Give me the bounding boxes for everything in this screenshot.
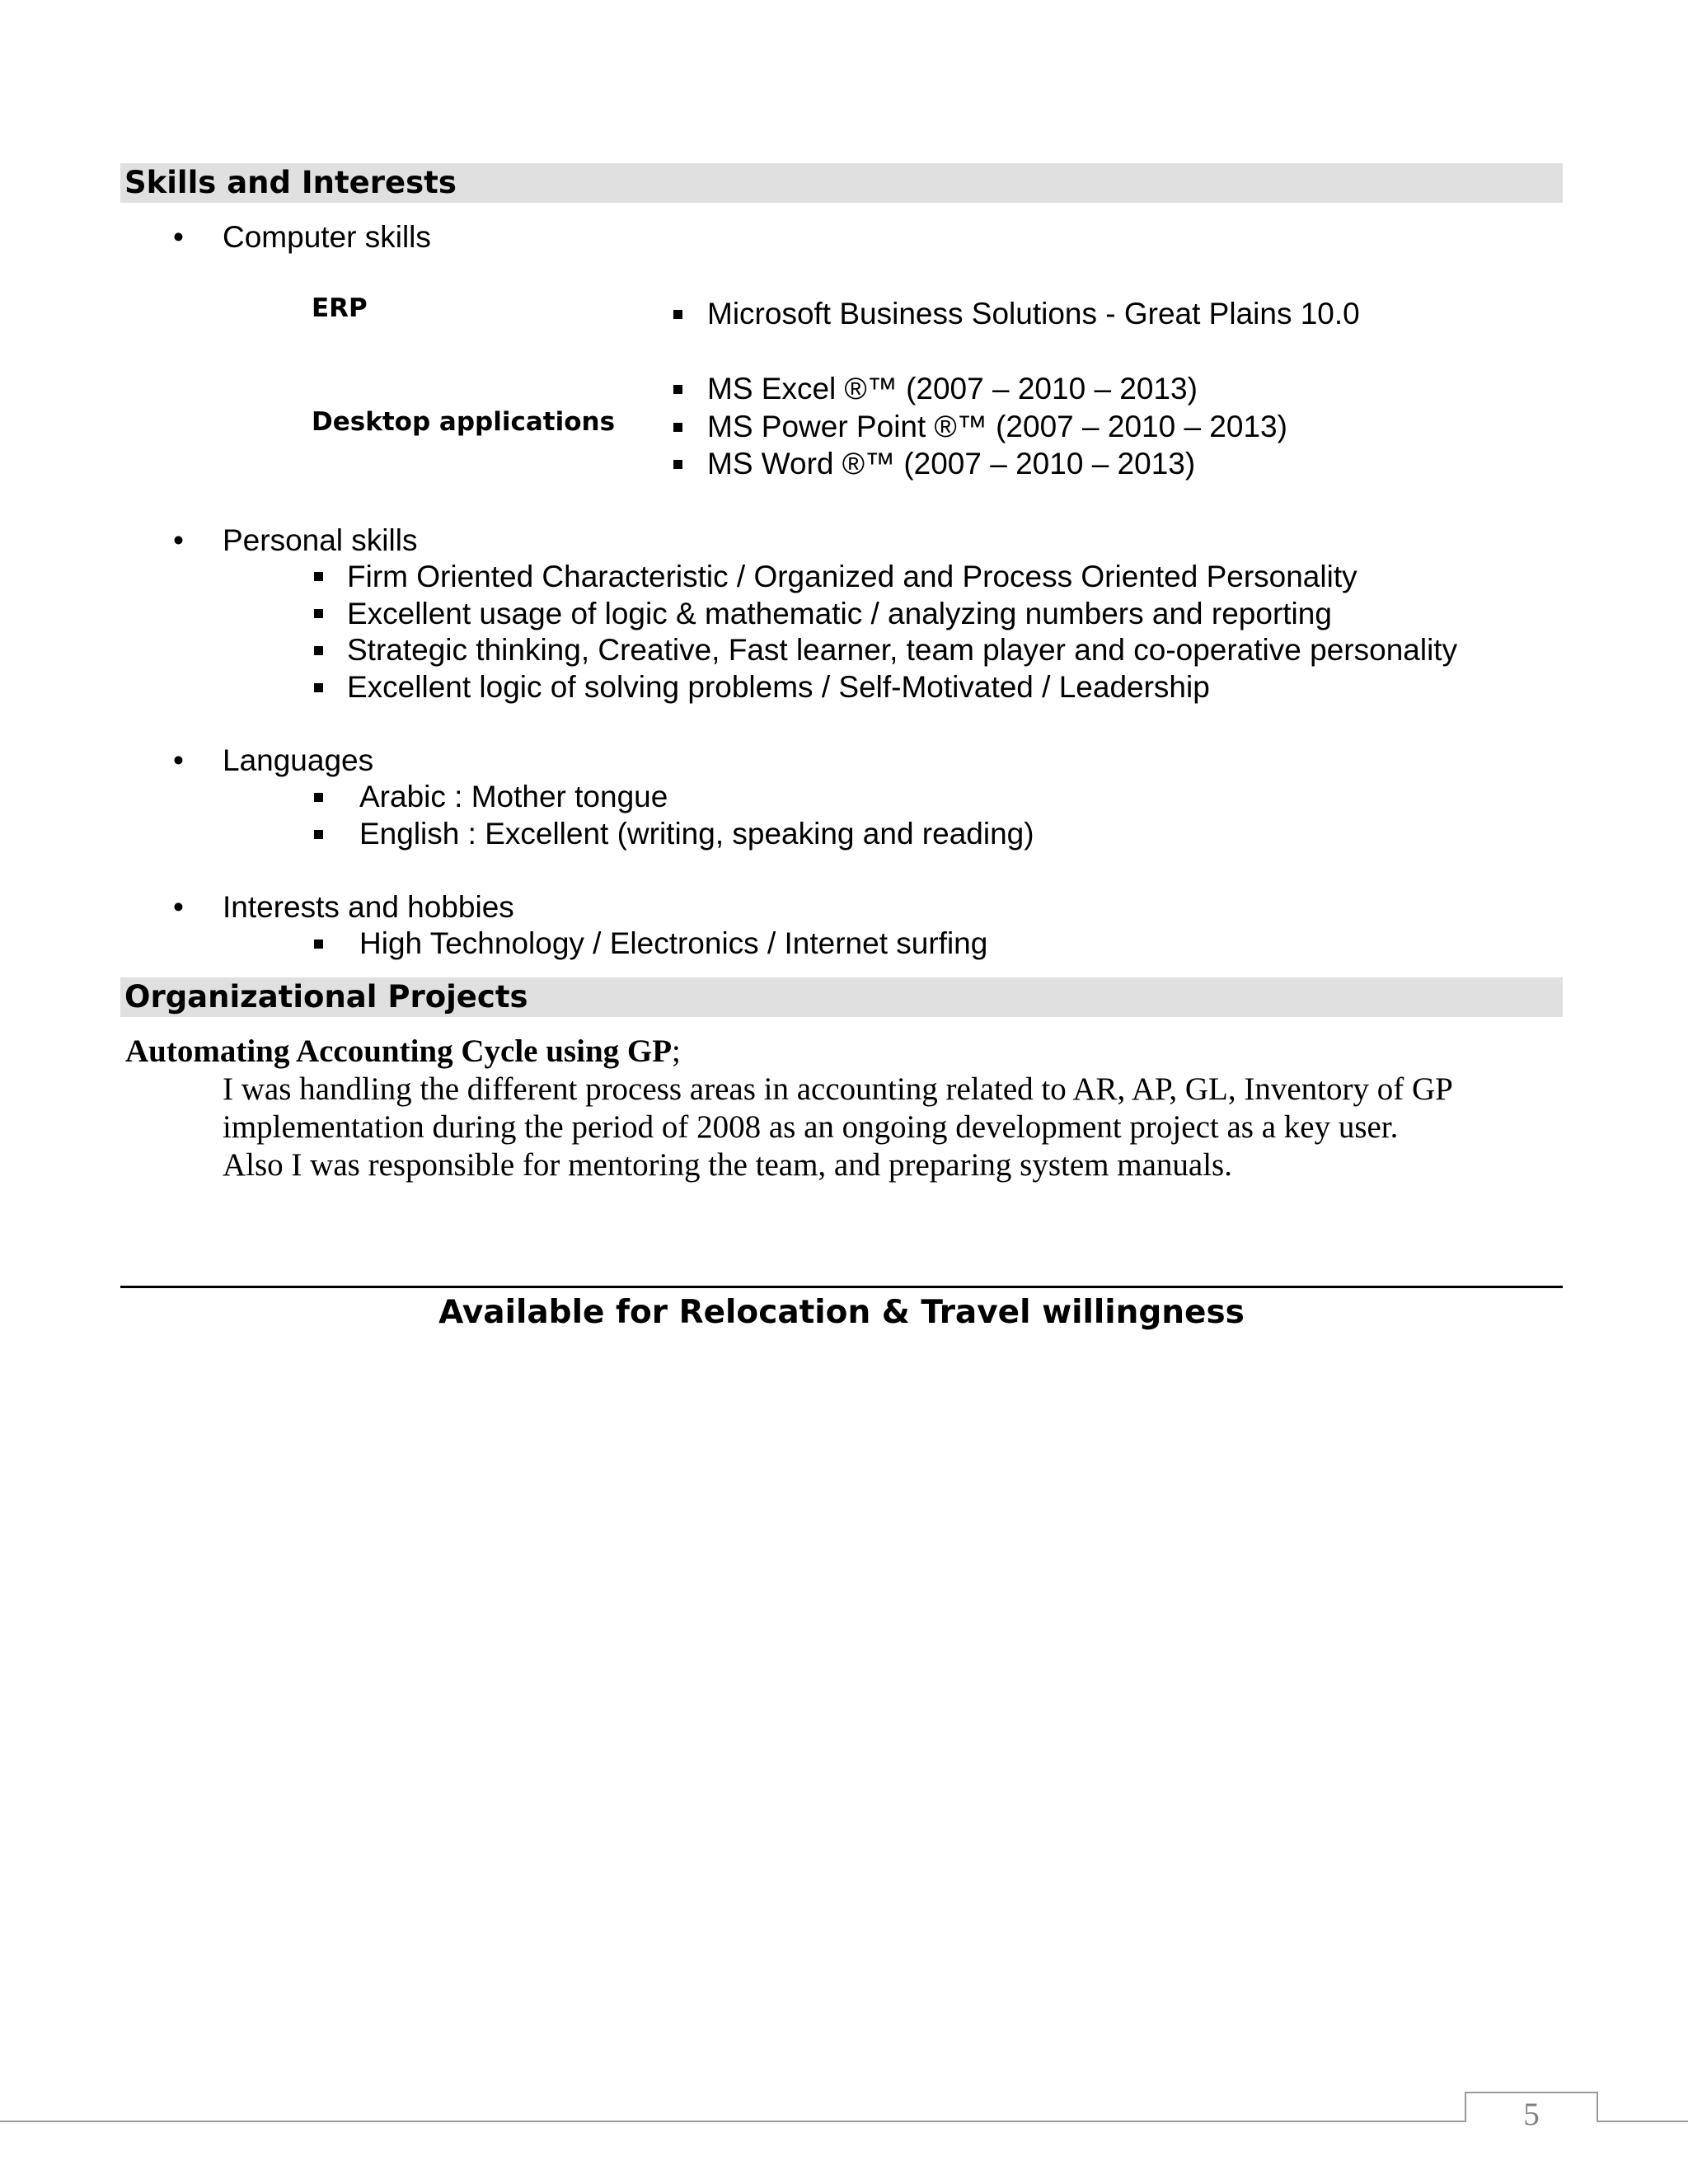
square-bullet (673, 385, 682, 394)
languages-title: Languages (223, 743, 374, 777)
divider-line (120, 1286, 1563, 1288)
square-bullet (314, 609, 323, 618)
square-bullet (314, 646, 323, 655)
square-bullet (314, 830, 323, 839)
bullet-dot: • (173, 220, 184, 254)
square-bullet (314, 683, 323, 692)
personal-skills-title: Personal skills (223, 523, 418, 557)
projects-section-heading: Organizational Projects (120, 977, 1563, 1017)
square-bullet (314, 572, 323, 581)
square-bullet (673, 423, 682, 432)
erp-item: Microsoft Business Solutions - Great Plains 10.0 (707, 297, 1360, 330)
personal-skill-item: Excellent usage of logic & mathematic / analyzing numbers and reporting (347, 597, 1332, 630)
square-bullet (673, 310, 682, 319)
desktop-item: MS Word ®™ (2007 – 2010 – 2013) (707, 447, 1196, 480)
square-bullet (673, 460, 682, 469)
skills-section-heading: Skills and Interests (120, 163, 1563, 203)
project-description-line: implementation during the period of 2008 as an ongoing development project as a key user. (223, 1109, 1399, 1145)
language-item: English : Excellent (writing, speaking and reading) (359, 817, 1034, 851)
computer-skills-title: Computer skills (223, 220, 431, 254)
project-title-line (125, 1033, 681, 1071)
footer-rule-left (0, 2121, 1466, 2122)
availability-note: Available for Relocation & Travel willingness (438, 1294, 1245, 1331)
interest-item: High Technology / Electronics / Internet surfing (359, 926, 988, 960)
personal-skill-item: Firm Oriented Characteristic / Organized and Process Oriented Personality (347, 560, 1357, 593)
personal-skill-item: Strategic thinking, Creative, Fast learner, team player and co-operative personality (347, 633, 1458, 667)
page-number: 5 (1523, 2097, 1540, 2132)
personal-skill-item: Excellent logic of solving problems / Self-Motivated / Leadership (347, 670, 1210, 704)
project-description-line: Also I was responsible for mentoring the team, and preparing system manuals. (223, 1147, 1232, 1183)
language-item: Arabic : Mother tongue (359, 780, 668, 813)
desktop-item: MS Power Point ®™ (2007 – 2010 – 2013) (707, 410, 1287, 443)
interests-title: Interests and hobbies (223, 890, 514, 924)
bullet-dot: • (173, 743, 184, 777)
erp-label: ERP (312, 293, 368, 323)
square-bullet (314, 940, 323, 949)
desktop-item: MS Excel ®™ (2007 – 2010 – 2013) (707, 372, 1198, 405)
bullet-dot: • (173, 890, 184, 924)
project-title-suffix: ; (672, 1033, 681, 1069)
square-bullet (314, 793, 323, 802)
footer-rule-right (1597, 2121, 1688, 2122)
desktop-applications-label: Desktop applications (312, 407, 616, 437)
project-title: Automating Accounting Cycle using GP (125, 1033, 673, 1069)
bullet-dot: • (173, 523, 184, 557)
project-description-line: I was handling the different process areas in accounting related to AR, AP, GL, Inventory of GP (223, 1071, 1453, 1107)
